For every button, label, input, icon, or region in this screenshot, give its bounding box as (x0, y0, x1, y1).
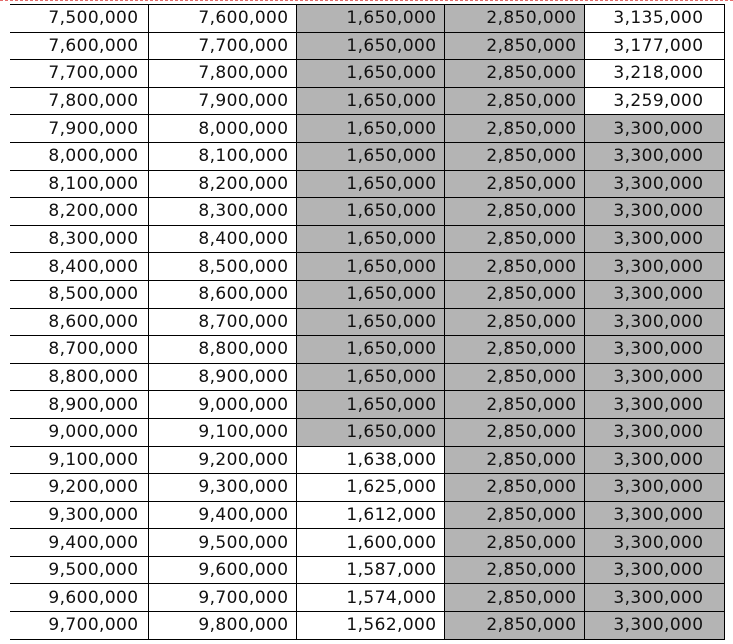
table-row (10, 253, 724, 281)
range-from-cell[interactable]: 8,400,000 (10, 253, 148, 281)
table-row (10, 556, 724, 584)
range-from-cell[interactable]: 9,100,000 (10, 446, 148, 474)
amount-cell-2[interactable]: 2,850,000 (444, 446, 584, 474)
amount-cell-2[interactable]: 2,850,000 (444, 5, 584, 33)
range-to-cell[interactable]: 8,600,000 (148, 280, 296, 308)
amount-cell-2[interactable]: 2,850,000 (444, 170, 584, 198)
table-row (10, 418, 724, 446)
range-to-cell[interactable]: 8,800,000 (148, 336, 296, 364)
amount-cell-3[interactable]: 3,218,000 (584, 60, 724, 88)
amount-cell-2[interactable]: 2,850,000 (444, 253, 584, 281)
table-row (10, 501, 724, 529)
amount-cell-2[interactable]: 2,850,000 (444, 225, 584, 253)
amount-cell-1[interactable]: 1,650,000 (296, 5, 444, 33)
range-to-cell[interactable]: 8,700,000 (148, 308, 296, 336)
range-from-cell[interactable]: 8,600,000 (10, 308, 148, 336)
amount-cell-1[interactable]: 1,650,000 (296, 170, 444, 198)
amount-cell-2[interactable]: 2,850,000 (444, 308, 584, 336)
range-to-cell[interactable]: 9,100,000 (148, 418, 296, 446)
amount-cell-3[interactable]: 3,177,000 (584, 32, 724, 60)
amount-cell-3[interactable]: 3,135,000 (584, 5, 724, 33)
amount-cell-2[interactable]: 2,850,000 (444, 584, 584, 612)
table-row (10, 198, 724, 226)
table-row (10, 584, 724, 612)
range-to-cell[interactable]: 8,400,000 (148, 225, 296, 253)
range-from-cell[interactable]: 7,800,000 (10, 87, 148, 115)
amount-cell-2[interactable]: 2,850,000 (444, 336, 584, 364)
range-to-cell[interactable]: 9,500,000 (148, 529, 296, 557)
data-table (10, 4, 725, 640)
table-row (10, 32, 724, 60)
amount-cell-1[interactable]: 1,650,000 (296, 198, 444, 226)
table-row (10, 280, 724, 308)
amount-cell-3[interactable]: 3,300,000 (584, 225, 724, 253)
amount-cell-3[interactable]: 3,300,000 (584, 253, 724, 281)
amount-cell-3[interactable]: 3,300,000 (584, 142, 724, 170)
range-from-cell[interactable]: 7,700,000 (10, 60, 148, 88)
amount-cell-3[interactable]: 3,300,000 (584, 170, 724, 198)
range-from-cell[interactable]: 8,200,000 (10, 198, 148, 226)
amount-cell-3[interactable]: 3,300,000 (584, 391, 724, 419)
range-to-cell[interactable]: 7,700,000 (148, 32, 296, 60)
amount-cell-2[interactable]: 2,850,000 (444, 198, 584, 226)
amount-cell-3[interactable]: 3,300,000 (584, 115, 724, 143)
amount-cell-3[interactable]: 3,300,000 (584, 529, 724, 557)
range-to-cell[interactable]: 8,200,000 (148, 170, 296, 198)
amount-cell-1[interactable]: 1,650,000 (296, 253, 444, 281)
table-row (10, 363, 724, 391)
amount-cell-3[interactable]: 3,300,000 (584, 612, 724, 640)
amount-cell-3[interactable]: 3,300,000 (584, 556, 724, 584)
page-break-line (0, 0, 733, 1)
range-to-cell[interactable]: 9,400,000 (148, 501, 296, 529)
range-from-cell[interactable]: 9,600,000 (10, 584, 148, 612)
amount-cell-1[interactable]: 1,650,000 (296, 32, 444, 60)
amount-cell-3[interactable]: 3,300,000 (584, 501, 724, 529)
range-to-cell[interactable]: 7,600,000 (148, 5, 296, 33)
table-row (10, 391, 724, 419)
amount-cell-2[interactable]: 2,850,000 (444, 418, 584, 446)
amount-cell-1[interactable]: 1,574,000 (296, 584, 444, 612)
range-from-cell[interactable]: 9,300,000 (10, 501, 148, 529)
amount-cell-2[interactable]: 2,850,000 (444, 556, 584, 584)
table-row (10, 142, 724, 170)
range-to-cell[interactable]: 9,300,000 (148, 474, 296, 502)
amount-cell-2[interactable]: 2,850,000 (444, 612, 584, 640)
range-from-cell[interactable]: 8,300,000 (10, 225, 148, 253)
range-to-cell[interactable]: 9,000,000 (148, 391, 296, 419)
range-to-cell[interactable]: 9,800,000 (148, 612, 296, 640)
range-from-cell[interactable]: 8,100,000 (10, 170, 148, 198)
amount-cell-1[interactable]: 1,650,000 (296, 308, 444, 336)
range-from-cell[interactable]: 9,700,000 (10, 612, 148, 640)
range-to-cell[interactable]: 8,100,000 (148, 142, 296, 170)
amount-cell-2[interactable]: 2,850,000 (444, 142, 584, 170)
amount-cell-3[interactable]: 3,300,000 (584, 584, 724, 612)
amount-cell-2[interactable]: 2,850,000 (444, 474, 584, 502)
amount-cell-1[interactable]: 1,650,000 (296, 336, 444, 364)
amount-cell-2[interactable]: 2,850,000 (444, 391, 584, 419)
amount-cell-2[interactable]: 2,850,000 (444, 87, 584, 115)
amount-cell-1[interactable]: 1,612,000 (296, 501, 444, 529)
amount-cell-1[interactable]: 1,650,000 (296, 418, 444, 446)
table-row (10, 5, 724, 33)
amount-cell-1[interactable]: 1,650,000 (296, 60, 444, 88)
table-row (10, 308, 724, 336)
range-from-cell[interactable]: 9,400,000 (10, 529, 148, 557)
table-row (10, 115, 724, 143)
amount-cell-3[interactable]: 3,300,000 (584, 198, 724, 226)
amount-cell-3[interactable]: 3,259,000 (584, 87, 724, 115)
amount-cell-2[interactable]: 2,850,000 (444, 529, 584, 557)
range-from-cell[interactable]: 7,600,000 (10, 32, 148, 60)
amount-cell-1[interactable]: 1,650,000 (296, 115, 444, 143)
amount-cell-2[interactable]: 2,850,000 (444, 363, 584, 391)
amount-cell-3[interactable]: 3,300,000 (584, 446, 724, 474)
amount-cell-3[interactable]: 3,300,000 (584, 418, 724, 446)
table-row (10, 474, 724, 502)
range-from-cell[interactable]: 9,200,000 (10, 474, 148, 502)
amount-cell-2[interactable]: 2,850,000 (444, 501, 584, 529)
amount-cell-2[interactable]: 2,850,000 (444, 280, 584, 308)
amount-cell-1[interactable]: 1,625,000 (296, 474, 444, 502)
amount-cell-1[interactable]: 1,650,000 (296, 280, 444, 308)
table-row (10, 529, 724, 557)
range-to-cell[interactable]: 8,000,000 (148, 115, 296, 143)
range-from-cell[interactable]: 8,800,000 (10, 363, 148, 391)
amount-cell-3[interactable]: 3,300,000 (584, 308, 724, 336)
amount-cell-3[interactable]: 3,300,000 (584, 363, 724, 391)
amount-cell-1[interactable]: 1,562,000 (296, 612, 444, 640)
range-from-cell[interactable]: 9,500,000 (10, 556, 148, 584)
table-row (10, 225, 724, 253)
amount-cell-1[interactable]: 1,650,000 (296, 391, 444, 419)
range-to-cell[interactable]: 9,700,000 (148, 584, 296, 612)
range-from-cell[interactable]: 8,700,000 (10, 336, 148, 364)
table-row (10, 87, 724, 115)
range-to-cell[interactable]: 7,800,000 (148, 60, 296, 88)
amount-cell-1[interactable]: 1,638,000 (296, 446, 444, 474)
table-row (10, 446, 724, 474)
range-from-cell[interactable]: 8,500,000 (10, 280, 148, 308)
amount-cell-1[interactable]: 1,587,000 (296, 556, 444, 584)
amount-cell-1[interactable]: 1,650,000 (296, 87, 444, 115)
amount-cell-2[interactable]: 2,850,000 (444, 60, 584, 88)
amount-cell-1[interactable]: 1,600,000 (296, 529, 444, 557)
range-to-cell[interactable]: 7,900,000 (148, 87, 296, 115)
range-from-cell[interactable]: 8,900,000 (10, 391, 148, 419)
amount-cell-1[interactable]: 1,650,000 (296, 142, 444, 170)
range-to-cell[interactable]: 8,500,000 (148, 253, 296, 281)
range-from-cell[interactable]: 7,500,000 (10, 5, 148, 33)
amount-cell-3[interactable]: 3,300,000 (584, 474, 724, 502)
table-row (10, 60, 724, 88)
table-row (10, 612, 724, 640)
amount-cell-2[interactable]: 2,850,000 (444, 115, 584, 143)
table-row (10, 336, 724, 364)
range-to-cell[interactable]: 9,600,000 (148, 556, 296, 584)
range-to-cell[interactable]: 9,200,000 (148, 446, 296, 474)
amount-cell-2[interactable]: 2,850,000 (444, 32, 584, 60)
range-from-cell[interactable]: 7,900,000 (10, 115, 148, 143)
amount-cell-1[interactable]: 1,650,000 (296, 225, 444, 253)
amount-cell-3[interactable]: 3,300,000 (584, 280, 724, 308)
range-from-cell[interactable]: 9,000,000 (10, 418, 148, 446)
table-row (10, 170, 724, 198)
range-to-cell[interactable]: 8,900,000 (148, 363, 296, 391)
amount-cell-1[interactable]: 1,650,000 (296, 363, 444, 391)
table-body (10, 5, 724, 640)
range-to-cell[interactable]: 8,300,000 (148, 198, 296, 226)
amount-cell-3[interactable]: 3,300,000 (584, 336, 724, 364)
range-from-cell[interactable]: 8,000,000 (10, 142, 148, 170)
